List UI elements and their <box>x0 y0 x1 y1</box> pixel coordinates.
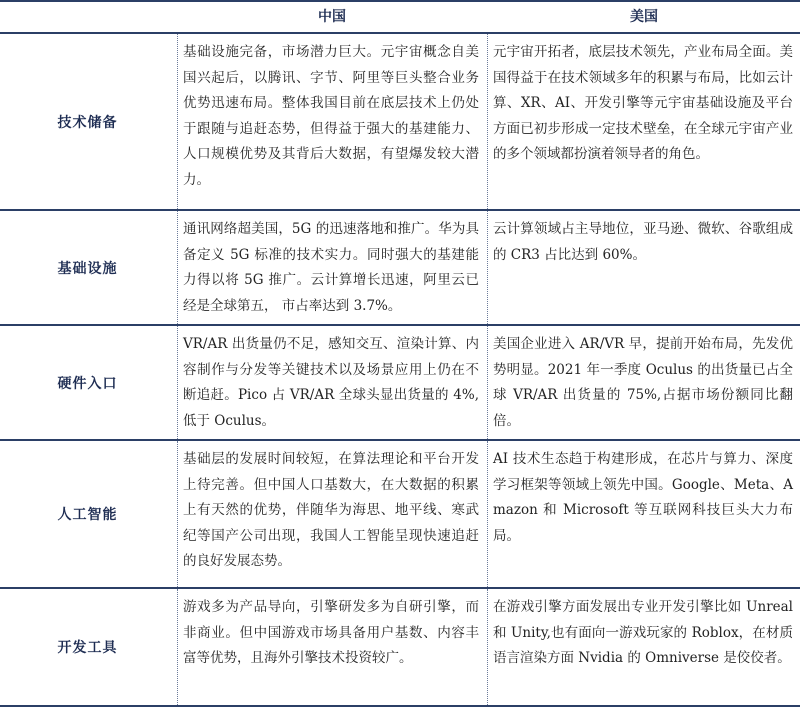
usa-cell: 云计算领域占主导地位，亚马逊、微软、谷歌组成的 CR3 占比达到 60%。 <box>493 221 793 263</box>
column-divider <box>177 326 178 439</box>
row-label: 基础设施 <box>57 260 118 277</box>
table-header <box>0 0 800 34</box>
column-divider <box>487 326 488 439</box>
table-row-ai <box>0 441 800 589</box>
table-row-infrastructure <box>0 211 800 326</box>
column-divider <box>487 34 488 209</box>
column-divider <box>487 589 488 705</box>
usa-cell: 元宇宙开拓者，底层技术领先，产业布局全面。美国得益于在技术领域多年的积累与布局，比如云计算、XR、AI、开发引擎等元宇宙基础设施及平台方面已初步形成一定技术壁垒，在全球元宇宙产业的多个领域都扮演着领导者的角色。 <box>493 44 793 163</box>
column-divider <box>487 441 488 587</box>
table-row-tech-reserve <box>0 34 800 211</box>
header-usa: 美国 <box>630 9 658 25</box>
usa-cell: 在游戏引擎方面发展出专业开发引擎比如 Unreal 和 Unity,也有面向一游戏玩家的 Roblox，在材质语言渲染方面 Nvidia 的 Omniverse 是佼佼者。 <box>493 599 793 667</box>
column-divider <box>177 589 178 705</box>
header-china: 中国 <box>318 9 346 25</box>
usa-cell: AI 技术生态趋于构建形成，在芯片与算力、深度学习框架等领域上领先中国。Google、Meta、Amazon 和 Microsoft 等互联网科技巨头大力布局。 <box>493 451 793 544</box>
row-label: 人工智能 <box>57 507 118 523</box>
row-label: 技术储备 <box>57 114 118 131</box>
china-cell: 游戏多为产品导向，引擎研发多为自研引擎，而非商业。但中国游戏市场具备用户基数、内容丰富等优势，且海外引擎技术投资较广。 <box>183 599 479 667</box>
column-divider <box>177 211 178 324</box>
row-label: 开发工具 <box>57 640 118 656</box>
table-row-hardware-entry <box>0 326 800 441</box>
row-label: 硬件入口 <box>57 375 118 392</box>
table-row-dev-tools <box>0 589 800 707</box>
china-cell: 基础设施完备，市场潜力巨大。元宇宙概念自美国兴起后，以腾讯、字节、阿里等巨头整合业务优势迅速布局。整体我国目前在底层技术上仍处于跟随与追赶态势，但得益于强大的基建能力、人口规模优势及其背后大数据，有望爆发较大潜力。 <box>183 44 479 188</box>
column-divider <box>177 34 178 209</box>
usa-cell: 美国企业进入 AR/VR 早，提前开始布局，先发优势明显。2021 年一季度 Oculus 的出货量已占全球 VR/AR 出货量的 75%,占据市场份额同比翻倍。 <box>493 336 793 429</box>
column-divider <box>177 441 178 587</box>
china-cell: 通讯网络超美国，5G 的迅速落地和推广。华为具备定义 5G 标准的技术实力。同时强大的基建能力得以将 5G 推广。云计算增长迅速，阿里云已经是全球第五， 市占率达到 3.7%。 <box>183 221 479 314</box>
china-cell: 基础层的发展时间较短，在算法理论和平台开发上待完善。但中国人口基数大，在大数据的积累上有天然的优势，伴随华为海思、地平线、寒武纪等国产公司出现，我国人工智能呈现快速追赶的良好发展态势。 <box>183 451 479 570</box>
column-divider <box>487 211 488 324</box>
header-category <box>0 2 175 32</box>
china-cell: VR/AR 出货量仍不足，感知交互、渲染计算、内容制作与分发等关键技术以及场景应用上仍在不断追赶。Pico 占 VR/AR 全球头显出货量的 4%,低于 Oculus。 <box>183 336 479 429</box>
